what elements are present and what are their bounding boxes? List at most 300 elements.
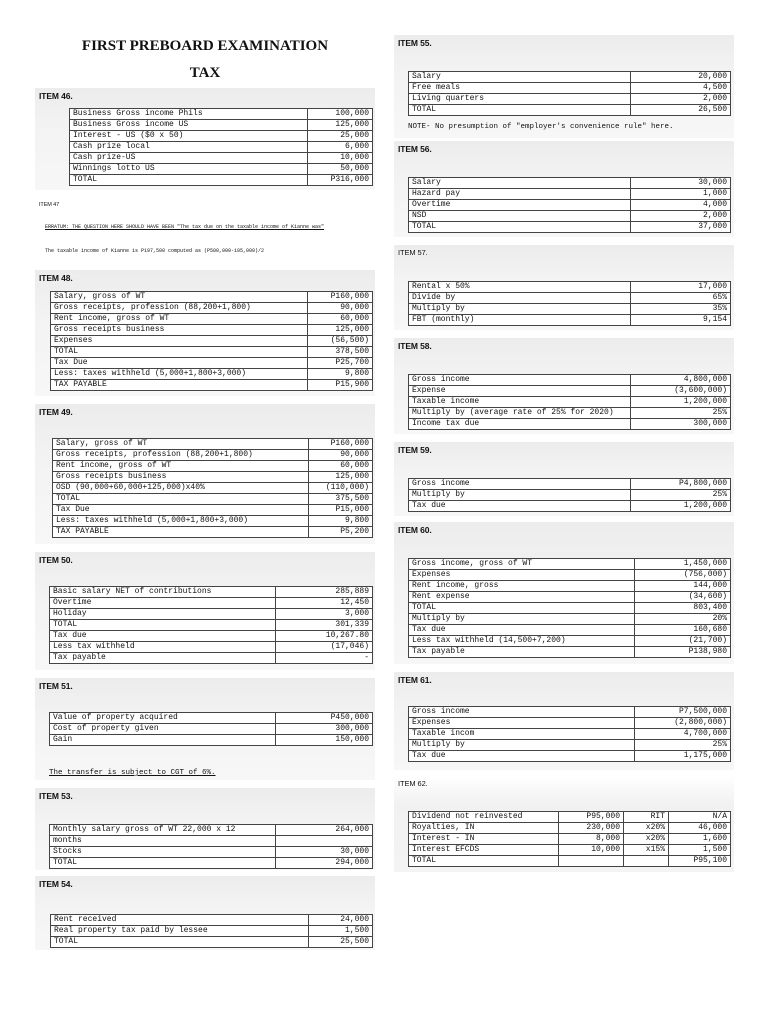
row-label: TOTAL xyxy=(409,222,631,233)
table-row xyxy=(409,636,731,647)
row-value: 1,200,000 xyxy=(631,501,731,512)
table-row xyxy=(51,292,373,303)
table-row xyxy=(409,419,731,430)
row-value: 35% xyxy=(631,304,731,315)
row-label: Dividend not reinvested xyxy=(409,812,559,823)
table-row xyxy=(409,83,731,94)
row-label: TOTAL xyxy=(409,105,631,116)
row-label: Cost of property given xyxy=(50,724,276,735)
table-row xyxy=(70,153,373,164)
row-label: Gross income xyxy=(409,375,631,386)
row-value: P5,200 xyxy=(309,527,373,538)
table-row xyxy=(53,450,373,461)
row-label: Multiply by xyxy=(409,614,635,625)
table-row xyxy=(409,570,731,581)
row-value: 375,500 xyxy=(309,494,373,505)
table-row xyxy=(50,825,373,836)
row-value: - xyxy=(276,653,373,664)
row-value: 10,000 xyxy=(308,153,373,164)
table-row xyxy=(51,347,373,358)
table-row xyxy=(50,609,373,620)
row-value: 1,600 xyxy=(669,834,731,845)
table-row xyxy=(409,707,731,718)
row-label: Gross receipts, profession (88,200+1,800) xyxy=(51,303,308,314)
row-value: 125,000 xyxy=(308,325,373,336)
row-label: Tax payable xyxy=(50,653,276,664)
row-value: 378,500 xyxy=(308,347,373,358)
row-value: 46,000 xyxy=(669,823,731,834)
item-51-note: The transfer is subject to CGT of 6%. xyxy=(49,769,216,777)
table-row xyxy=(70,175,373,186)
row-label: TAX PAYABLE xyxy=(51,380,308,391)
item-60-label: ITEM 60. xyxy=(398,525,432,535)
row-label: Cash prize local xyxy=(70,142,308,153)
item-46-block xyxy=(35,88,375,190)
row-value: 9,154 xyxy=(631,315,731,326)
row-label: Gross receipts, profession (88,200+1,800) xyxy=(53,450,309,461)
row-value: 3,000 xyxy=(276,609,373,620)
table-row xyxy=(50,653,373,664)
row-label: NSD xyxy=(409,211,631,222)
table-row xyxy=(53,472,373,483)
row-value: 9,800 xyxy=(308,369,373,380)
row-label: Tax payable xyxy=(409,647,635,658)
row-value: 50,000 xyxy=(308,164,373,175)
table-row xyxy=(409,501,731,512)
row-value: 12,450 xyxy=(276,598,373,609)
table-row xyxy=(409,845,731,856)
row-label: Multiply by (average rate of 25% for 2020) xyxy=(409,408,631,419)
row-value: 160,680 xyxy=(635,625,731,636)
row-value: (2,800,000) xyxy=(635,718,731,729)
row-label: Gross income, gross of WT xyxy=(409,559,635,570)
row-label: Free meals xyxy=(409,83,631,94)
table-row xyxy=(70,164,373,175)
table-row xyxy=(409,94,731,105)
row-value: 150,000 xyxy=(276,735,373,746)
row-value: (110,000) xyxy=(309,483,373,494)
row-label: Gross income xyxy=(409,707,635,718)
table-row xyxy=(50,642,373,653)
row-value: 8,000 xyxy=(559,834,624,845)
row-value: 90,000 xyxy=(309,450,373,461)
row-label: Rent income, gross of WT xyxy=(51,314,308,325)
row-label: Tax due xyxy=(50,631,276,642)
row-value: 60,000 xyxy=(308,314,373,325)
table-row xyxy=(53,516,373,527)
table-row xyxy=(51,314,373,325)
table-row xyxy=(409,614,731,625)
row-label: Gross income xyxy=(409,479,631,490)
row-value xyxy=(559,856,624,867)
table-row xyxy=(50,587,373,598)
table-row xyxy=(53,527,373,538)
row-label: TOTAL xyxy=(70,175,308,186)
row-label: Living quarters xyxy=(409,94,631,105)
table-row xyxy=(409,375,731,386)
table-row xyxy=(70,120,373,131)
item-56-table xyxy=(408,177,731,233)
row-label: Expense xyxy=(409,386,631,397)
item-46-label: ITEM 46. xyxy=(39,91,73,101)
item-50-table xyxy=(49,586,373,664)
table-row xyxy=(50,724,373,735)
row-value xyxy=(624,856,669,867)
row-value: 4,500 xyxy=(631,83,731,94)
row-value: 60,000 xyxy=(309,461,373,472)
row-value: P316,000 xyxy=(308,175,373,186)
row-label: Interest EFCDS xyxy=(409,845,559,856)
row-label: Income tax due xyxy=(409,419,631,430)
table-row xyxy=(50,631,373,642)
table-row xyxy=(51,380,373,391)
row-label: Salary, gross of WT xyxy=(51,292,308,303)
table-row xyxy=(53,483,373,494)
row-value: 144,000 xyxy=(635,581,731,592)
row-value: P95,000 xyxy=(559,812,624,823)
table-row xyxy=(50,620,373,631)
row-value: 17,000 xyxy=(631,282,731,293)
row-label: Interest - IN xyxy=(409,834,559,845)
row-value: 300,000 xyxy=(631,419,731,430)
row-label: FBT (monthly) xyxy=(409,315,631,326)
table-row xyxy=(409,729,731,740)
row-value: 1,200,000 xyxy=(631,397,731,408)
row-label: Tax due xyxy=(409,625,635,636)
row-value: 65% xyxy=(631,293,731,304)
row-value: N/A xyxy=(669,812,731,823)
item-47-block xyxy=(35,196,375,262)
table-row xyxy=(50,735,373,746)
table-row xyxy=(53,439,373,450)
table-row xyxy=(409,479,731,490)
row-label: TOTAL xyxy=(50,620,276,631)
item-58-block xyxy=(394,338,734,434)
row-value: 125,000 xyxy=(308,120,373,131)
row-value: 10,267.80 xyxy=(276,631,373,642)
row-value: 2,000 xyxy=(631,94,731,105)
item-48-label: ITEM 48. xyxy=(39,273,73,283)
row-value: x20% xyxy=(624,823,669,834)
item-56-label: ITEM 56. xyxy=(398,144,432,154)
row-value: P25,700 xyxy=(308,358,373,369)
row-value: (3,600,000) xyxy=(631,386,731,397)
row-value: 6,000 xyxy=(308,142,373,153)
row-value: 1,175,000 xyxy=(635,751,731,762)
item-59-label: ITEM 59. xyxy=(398,445,432,455)
item-54-block xyxy=(35,876,375,950)
row-label: TOTAL xyxy=(409,856,559,867)
table-row xyxy=(409,603,731,614)
row-label: Gross receipts business xyxy=(51,325,308,336)
row-value: 230,000 xyxy=(559,823,624,834)
row-value: (21,700) xyxy=(635,636,731,647)
item-49-label: ITEM 49. xyxy=(39,407,73,417)
item-47-text: The taxable income of Kianne is P197,500 computed as (P500,000-105,000)/2 xyxy=(45,248,265,254)
table-row xyxy=(53,461,373,472)
row-label: Rent received xyxy=(51,915,309,926)
item-47-erratum: ERRATUM: THE QUESTION HERE SHOULD HAVE BEEN "The tax due on the taxable income of Kianne was" xyxy=(45,224,325,230)
row-value: 26,500 xyxy=(631,105,731,116)
item-61-label: ITEM 61. xyxy=(398,675,432,685)
table-row xyxy=(50,858,373,869)
row-value: 25% xyxy=(635,740,731,751)
row-label: Holiday xyxy=(50,609,276,620)
row-label: months xyxy=(50,836,276,847)
item-58-label: ITEM 58. xyxy=(398,341,432,351)
row-value: 10,000 xyxy=(559,845,624,856)
row-value: 25,500 xyxy=(309,937,373,948)
table-row xyxy=(51,369,373,380)
table-row xyxy=(409,647,731,658)
item-51-label: ITEM 51. xyxy=(39,681,73,691)
table-row xyxy=(409,740,731,751)
row-value: 9,800 xyxy=(309,516,373,527)
table-row xyxy=(409,408,731,419)
row-label: TOTAL xyxy=(409,603,635,614)
row-value xyxy=(276,836,373,847)
row-value: 125,000 xyxy=(309,472,373,483)
row-label: Multiply by xyxy=(409,490,631,501)
table-row xyxy=(53,505,373,516)
table-row xyxy=(409,834,731,845)
row-label: TOTAL xyxy=(50,858,276,869)
row-value: (56,500) xyxy=(308,336,373,347)
row-value: 30,000 xyxy=(276,847,373,858)
item-57-block xyxy=(394,245,734,330)
row-value: 803,400 xyxy=(635,603,731,614)
item-62-block xyxy=(394,776,734,872)
row-label: Taxable income xyxy=(409,397,631,408)
table-row xyxy=(409,200,731,211)
table-row xyxy=(70,142,373,153)
row-label: Royalties, IN xyxy=(409,823,559,834)
table-row xyxy=(409,315,731,326)
row-label: Business Gross income Phils xyxy=(70,109,308,120)
item-61-block xyxy=(394,672,734,770)
item-61-table xyxy=(408,706,731,762)
table-row xyxy=(409,178,731,189)
row-label: Winnings lotto US xyxy=(70,164,308,175)
table-row xyxy=(409,282,731,293)
row-value: (34,600) xyxy=(635,592,731,603)
table-row xyxy=(409,293,731,304)
row-label: Salary, gross of WT xyxy=(53,439,309,450)
row-value: 285,889 xyxy=(276,587,373,598)
page-title: FIRST PREBOARD EXAMINATION xyxy=(81,38,329,54)
table-row xyxy=(409,386,731,397)
item-54-table xyxy=(50,914,373,948)
row-value: 4,700,000 xyxy=(635,729,731,740)
row-value: P95,100 xyxy=(669,856,731,867)
item-53-block xyxy=(35,788,375,870)
row-label: Less: taxes withheld (5,000+1,800+3,000) xyxy=(53,516,309,527)
row-label: Tax due xyxy=(409,751,635,762)
table-row xyxy=(50,598,373,609)
item-62-label: ITEM 62. xyxy=(398,779,428,788)
row-label: Multiply by xyxy=(409,740,635,751)
row-value: 4,000 xyxy=(631,200,731,211)
row-value: 264,000 xyxy=(276,825,373,836)
table-row xyxy=(409,490,731,501)
row-value: (756,000) xyxy=(635,570,731,581)
table-row xyxy=(409,581,731,592)
item-56-block xyxy=(394,141,734,237)
row-label: Less tax withheld xyxy=(50,642,276,653)
table-row xyxy=(409,211,731,222)
table-row xyxy=(409,751,731,762)
row-label: Rent expense xyxy=(409,592,635,603)
item-57-table xyxy=(408,281,731,326)
row-value: (17,046) xyxy=(276,642,373,653)
table-row xyxy=(409,304,731,315)
row-label: TOTAL xyxy=(53,494,309,505)
item-48-table xyxy=(50,291,373,391)
row-label: Rent income, gross of WT xyxy=(53,461,309,472)
row-value: 1,500 xyxy=(309,926,373,937)
row-label: Expenses xyxy=(409,718,635,729)
row-value: 1,500 xyxy=(669,845,731,856)
table-row xyxy=(50,713,373,724)
item-53-label: ITEM 53. xyxy=(39,791,73,801)
row-value: 30,000 xyxy=(631,178,731,189)
row-value: 90,000 xyxy=(308,303,373,314)
row-label: Multiply by xyxy=(409,304,631,315)
row-label: TAX PAYABLE xyxy=(53,527,309,538)
table-row xyxy=(51,915,373,926)
row-label: Less tax withheld (14,500+7,200) xyxy=(409,636,635,647)
row-value: x20% xyxy=(624,834,669,845)
row-label: Less: taxes withheld (5,000+1,800+3,000) xyxy=(51,369,308,380)
item-50-block xyxy=(35,552,375,670)
item-60-block xyxy=(394,522,734,664)
item-55-label: ITEM 55. xyxy=(398,38,432,48)
row-label: Monthly salary gross of WT 22,000 x 12 xyxy=(50,825,276,836)
item-62-table xyxy=(408,811,731,867)
row-label: Overtime xyxy=(409,200,631,211)
row-label: Basic salary NET of contributions xyxy=(50,587,276,598)
table-row xyxy=(409,856,731,867)
row-value: 24,000 xyxy=(309,915,373,926)
table-row xyxy=(409,222,731,233)
row-value: P450,000 xyxy=(276,713,373,724)
item-47-label: ITEM 47 xyxy=(39,202,60,208)
row-value: 37,000 xyxy=(631,222,731,233)
item-59-table xyxy=(408,478,731,512)
item-58-table xyxy=(408,374,731,430)
row-label: Overtime xyxy=(50,598,276,609)
item-60-table xyxy=(408,558,731,658)
table-row xyxy=(51,336,373,347)
page-subtitle: TAX xyxy=(189,65,221,81)
row-value: 20,000 xyxy=(631,72,731,83)
row-label: Taxable incom xyxy=(409,729,635,740)
row-label: Tax Due xyxy=(51,358,308,369)
row-label: Cash prize-US xyxy=(70,153,308,164)
row-label: Gain xyxy=(50,735,276,746)
table-row xyxy=(51,303,373,314)
row-value: 301,339 xyxy=(276,620,373,631)
row-value: 294,000 xyxy=(276,858,373,869)
row-label: Divide by xyxy=(409,293,631,304)
row-label: Gross receipts business xyxy=(53,472,309,483)
item-57-label: ITEM 57. xyxy=(398,248,428,257)
row-label: Stocks xyxy=(50,847,276,858)
row-value: 100,000 xyxy=(308,109,373,120)
row-value: P160,000 xyxy=(308,292,373,303)
table-row xyxy=(51,926,373,937)
table-row xyxy=(51,325,373,336)
item-48-block xyxy=(35,270,375,396)
row-label: Rent income, gross xyxy=(409,581,635,592)
table-row xyxy=(50,836,373,847)
item-55-note: NOTE- No presumption of "employer's convenience rule" here. xyxy=(408,123,674,131)
item-55-block xyxy=(394,35,734,138)
table-row xyxy=(50,847,373,858)
table-row xyxy=(51,937,373,948)
row-label: Business Gross income US xyxy=(70,120,308,131)
table-row xyxy=(53,494,373,505)
row-value: 20% xyxy=(635,614,731,625)
row-value: 4,800,000 xyxy=(631,375,731,386)
table-row xyxy=(409,812,731,823)
row-label: Expenses xyxy=(51,336,308,347)
row-value: P138,980 xyxy=(635,647,731,658)
item-55-table xyxy=(408,71,731,116)
row-label: Tax due xyxy=(409,501,631,512)
row-value: 300,000 xyxy=(276,724,373,735)
row-value: x15% xyxy=(624,845,669,856)
table-row xyxy=(51,358,373,369)
row-label: Expenses xyxy=(409,570,635,581)
row-value: P15,900 xyxy=(308,380,373,391)
item-49-block xyxy=(35,404,375,544)
row-label: TOTAL xyxy=(51,937,309,948)
row-label: Salary xyxy=(409,178,631,189)
table-row xyxy=(409,397,731,408)
table-row xyxy=(409,105,731,116)
row-label: Real property tax paid by lessee xyxy=(51,926,309,937)
table-row xyxy=(70,131,373,142)
row-value: P160,000 xyxy=(309,439,373,450)
item-51-table xyxy=(49,712,373,746)
row-value: 25,000 xyxy=(308,131,373,142)
item-53-table xyxy=(49,824,373,869)
table-row xyxy=(409,718,731,729)
row-label: Salary xyxy=(409,72,631,83)
row-value: P4,800,000 xyxy=(631,479,731,490)
row-label: TOTAL xyxy=(51,347,308,358)
row-label: Hazard pay xyxy=(409,189,631,200)
row-value: RIT xyxy=(624,812,669,823)
row-value: 1,450,000 xyxy=(635,559,731,570)
table-row xyxy=(409,592,731,603)
row-value: 2,000 xyxy=(631,211,731,222)
item-46-table xyxy=(69,108,373,186)
row-label: OSD (90,000+60,000+125,000)x40% xyxy=(53,483,309,494)
item-54-label: ITEM 54. xyxy=(39,879,73,889)
row-label: Tax Due xyxy=(53,505,309,516)
item-51-block xyxy=(35,678,375,780)
row-value: 25% xyxy=(631,408,731,419)
row-value: 25% xyxy=(631,490,731,501)
item-59-block xyxy=(394,442,734,516)
table-row xyxy=(409,559,731,570)
item-50-label: ITEM 50. xyxy=(39,555,73,565)
table-row xyxy=(409,189,731,200)
table-row xyxy=(70,109,373,120)
table-row xyxy=(409,823,731,834)
